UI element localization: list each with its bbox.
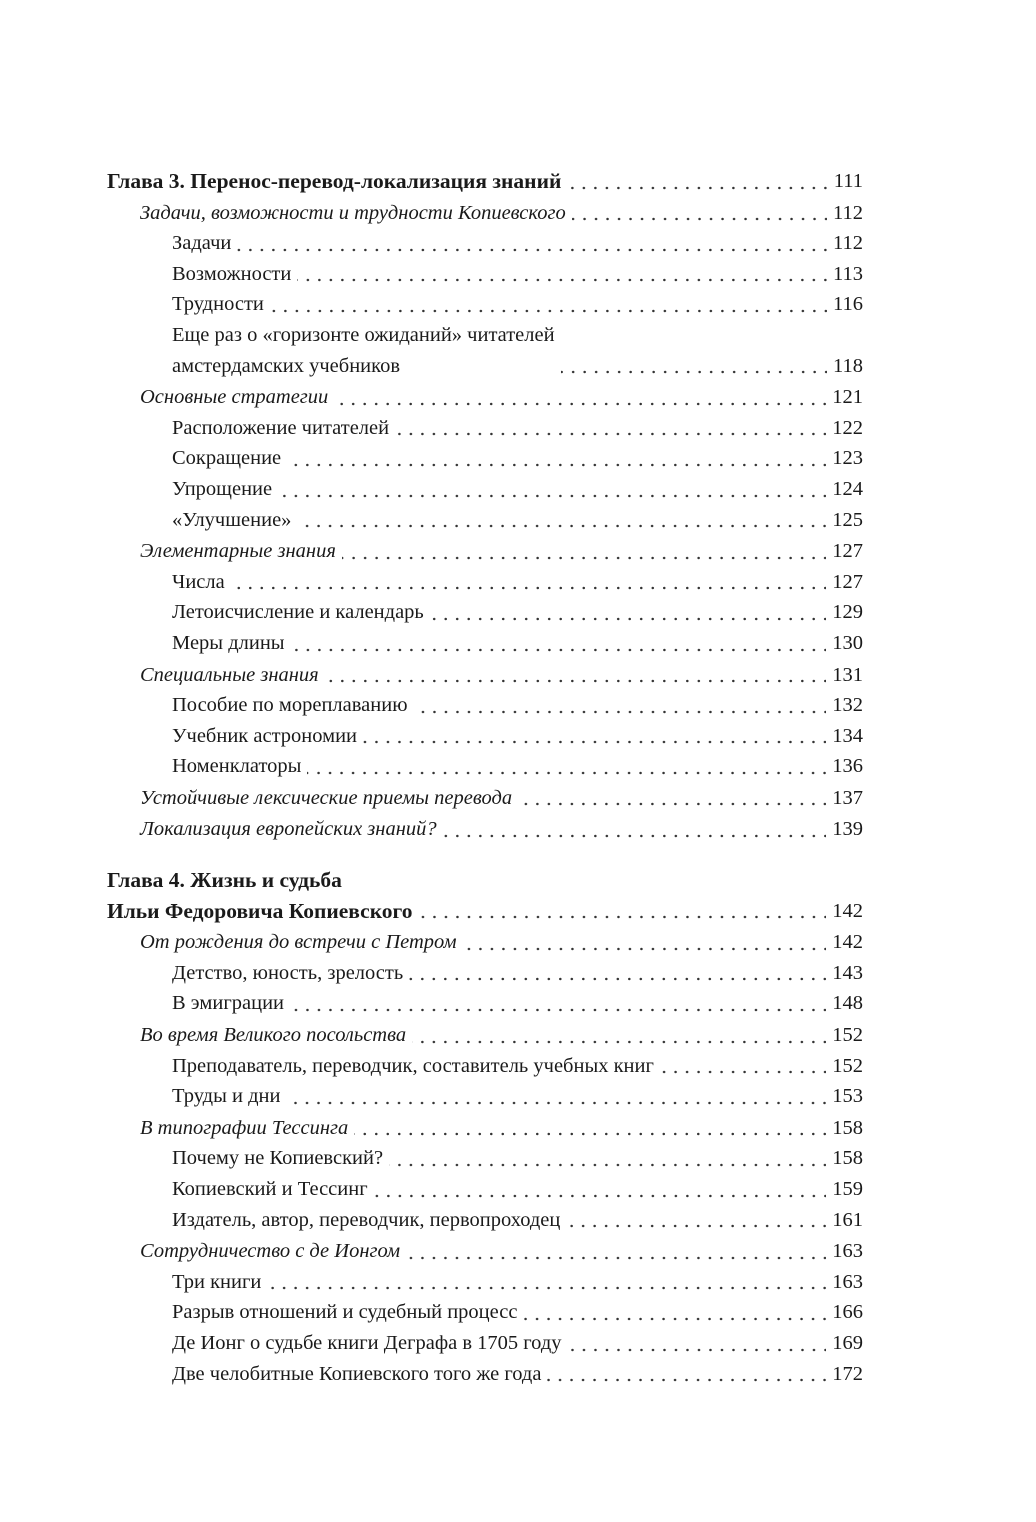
toc-page-number: 172 [832, 1362, 863, 1385]
toc-entry-title [140, 1113, 354, 1144]
toc-section[interactable] [107, 660, 863, 691]
toc-subsection[interactable] [107, 1051, 863, 1082]
toc-entry-title [107, 865, 419, 926]
toc-entry-title [172, 1143, 389, 1174]
toc-entry-title [140, 814, 443, 845]
toc-section[interactable] [107, 814, 863, 845]
toc-subsection[interactable] [107, 988, 863, 1019]
toc-page-number: 158 [832, 1147, 863, 1170]
dot-leader [354, 1113, 826, 1144]
dot-leader [463, 927, 827, 958]
toc-page-number: 131 [832, 663, 863, 686]
toc-entry-title-line: «Улучшение» [172, 508, 292, 531]
dot-leader [660, 1051, 826, 1082]
toc-subsection[interactable] [107, 751, 863, 782]
toc-subsection[interactable] [107, 474, 863, 505]
toc-entry-title-line: Глава 3. Перенос-перевод-локализация знаний [107, 169, 562, 193]
toc-page-number: 118 [833, 354, 863, 377]
toc-entry-title [172, 751, 307, 782]
toc-page-number: 132 [832, 694, 863, 717]
dot-leader [286, 1081, 826, 1112]
toc-entry-title-line: Задачи [172, 232, 232, 255]
toc-entry-title [172, 228, 237, 259]
toc-subsection[interactable] [107, 958, 863, 989]
toc-entry-title [140, 1020, 412, 1051]
toc-subsection[interactable] [107, 1081, 863, 1112]
dot-leader [395, 413, 826, 444]
toc-entry-title [172, 958, 409, 989]
toc-entry-title-line: Труды и дни [172, 1085, 281, 1108]
toc-subsection[interactable] [107, 1267, 863, 1298]
dot-leader [287, 443, 826, 474]
toc-subsection[interactable] [107, 505, 863, 536]
toc-entry-title [172, 1328, 568, 1359]
toc-entry-title [172, 289, 270, 320]
dot-leader [270, 289, 827, 320]
toc-page-number: 166 [832, 1301, 863, 1324]
toc-subsection[interactable] [107, 1297, 863, 1328]
toc-subsection[interactable] [107, 443, 863, 474]
toc-entry-title-line: Упрощение [172, 477, 273, 500]
toc-page-number: 152 [832, 1054, 863, 1077]
dot-leader [568, 1328, 827, 1359]
toc-entry-title-line: Учебник астрономии [172, 724, 358, 747]
toc-entry-title [172, 474, 278, 505]
toc-page-number: 124 [832, 477, 863, 500]
toc-entry-title-line: Де Ионг о судьбе книги Деграфа в 1705 году [172, 1331, 562, 1354]
toc-entry-title-line: Сотрудничество с де Ионгом [140, 1240, 401, 1263]
toc-entry-title [140, 536, 342, 567]
toc-entry-title [140, 382, 334, 413]
toc-page-number: 161 [832, 1208, 863, 1231]
toc-entry-title [172, 413, 395, 444]
toc-entry-title-line: Две челобитные Копиевского того же года [172, 1362, 542, 1385]
dot-leader [307, 751, 826, 782]
toc-entry-title-line: Специальные знания [140, 663, 319, 686]
dot-leader [567, 166, 827, 197]
dot-leader [409, 958, 826, 989]
toc-entry-title-line: Детство, юность, зрелость [172, 961, 404, 984]
toc-subsection[interactable] [107, 289, 863, 320]
dot-leader [334, 382, 826, 413]
toc-section[interactable] [107, 1236, 863, 1267]
toc-entry-title [172, 1174, 374, 1205]
toc-entry-title [172, 1297, 523, 1328]
toc-section[interactable] [107, 198, 863, 229]
toc-entry-title [140, 927, 463, 958]
toc-entry-title-line: Три книги [172, 1270, 262, 1293]
toc-page-number: 116 [833, 293, 863, 316]
toc-page-number: 139 [832, 818, 863, 841]
toc-section[interactable] [107, 783, 863, 814]
toc-entry-title [172, 443, 287, 474]
toc-chapter[interactable] [107, 865, 863, 926]
toc-entry-title-line: Меры длины [172, 631, 285, 654]
toc-entry-title [140, 198, 572, 229]
toc-page-number: 113 [833, 262, 863, 285]
toc-subsection[interactable] [107, 721, 863, 752]
toc-page-number: 136 [832, 755, 863, 778]
toc-page-number: 159 [832, 1178, 863, 1200]
toc-section[interactable] [107, 382, 863, 413]
dot-leader [363, 721, 826, 752]
toc-subsection[interactable] [107, 567, 863, 598]
toc-entry-title [172, 1267, 267, 1298]
toc-page-number: 112 [833, 232, 863, 255]
toc-entry-title-line: В эмиграции [172, 992, 285, 1015]
dot-leader [430, 597, 826, 628]
toc-entry-title-line: Элементарные знания [140, 540, 336, 563]
toc-entry-title-line: Сокращение [172, 447, 282, 470]
toc-entry-title-line: Локализация европейских знаний? [140, 818, 437, 841]
toc-entry-title-line: От рождения до встречи с Петром [140, 931, 457, 954]
dot-leader [389, 1143, 826, 1174]
toc-entry-title-line: Преподаватель, переводчик, составитель учебных книг [172, 1054, 654, 1077]
dot-leader [297, 505, 826, 536]
toc-section[interactable] [107, 1020, 863, 1051]
toc-subsection[interactable] [107, 413, 863, 444]
dot-leader [297, 259, 827, 290]
toc-page-number: 122 [832, 416, 863, 439]
dot-leader [414, 690, 827, 721]
dot-leader [518, 783, 826, 814]
toc-page-number: 169 [832, 1331, 863, 1354]
toc-entry-title-line: Еще раз о «горизонте ожиданий» читателей [172, 323, 555, 346]
toc-page-number: 121 [832, 386, 863, 409]
toc-entry-title [172, 1205, 566, 1236]
toc-page-number: 127 [832, 570, 863, 593]
toc-entry-title-line: Расположение читателей [172, 416, 390, 439]
toc-entry-title-line: амстердамских учебников [172, 354, 400, 377]
dot-leader [443, 814, 827, 845]
toc-entry-title-line: Издатель, автор, переводчик, первопроходец [172, 1208, 561, 1231]
toc-page-number: 158 [832, 1116, 863, 1139]
toc-subsection[interactable] [107, 1143, 863, 1174]
toc-section[interactable] [107, 1113, 863, 1144]
toc-page-number: 142 [832, 899, 863, 922]
toc-entry-title-line: В типографии Тессинга [140, 1116, 349, 1139]
toc-entry-title [172, 1051, 660, 1082]
dot-leader [325, 660, 827, 691]
toc-section[interactable] [107, 536, 863, 567]
toc-page-number: 125 [832, 508, 863, 531]
dot-leader [291, 628, 827, 659]
toc-section[interactable] [107, 927, 863, 958]
dot-leader [231, 567, 827, 598]
toc-page-number: 163 [832, 1240, 863, 1263]
toc-page-number: 153 [832, 1085, 863, 1108]
toc-entry-title [172, 597, 430, 628]
toc-subsection[interactable] [107, 1205, 863, 1236]
toc-page-number: 129 [832, 601, 863, 624]
toc-entry-title [140, 1236, 406, 1267]
toc-page-number: 137 [832, 786, 863, 809]
toc-entry-title-line: Ильи Федоровича Копиевского [107, 898, 413, 923]
toc-subsection[interactable] [107, 320, 863, 381]
toc-entry-title-line: Копиевский и Тессинг [172, 1178, 368, 1200]
toc-page-number: 111 [833, 170, 863, 192]
toc-subsection[interactable] [107, 597, 863, 628]
dot-leader [374, 1174, 827, 1205]
toc-entry-title [172, 1359, 547, 1390]
dot-leader [523, 1297, 826, 1328]
toc-entry-title [140, 660, 325, 691]
toc-entry-title [172, 988, 290, 1019]
toc-subsection[interactable] [107, 1328, 863, 1359]
dot-leader [419, 896, 827, 927]
toc-subsection[interactable] [107, 228, 863, 259]
toc-entry-title [172, 320, 561, 381]
toc-entry-title-line: Числа [172, 570, 225, 593]
toc-subsection[interactable] [107, 1174, 863, 1205]
toc-entry-title [172, 505, 297, 536]
toc-entry-title-line: Во время Великого посольства [140, 1024, 407, 1047]
toc-entry-title [140, 783, 518, 814]
toc-entry-title-line: Глава 4. Жизнь и судьба [107, 868, 342, 893]
toc-page-number: 112 [833, 201, 863, 224]
toc-page-number: 148 [832, 992, 863, 1015]
toc-subsection[interactable] [107, 259, 863, 290]
dot-leader [566, 1205, 826, 1236]
toc-entry-title-line: Основные стратегии [140, 386, 329, 409]
dot-leader [342, 536, 826, 567]
toc-entry-title [172, 259, 297, 290]
toc-entry-title-line: Устойчивые лексические приемы перевода [140, 786, 513, 809]
toc-entry-title [172, 628, 291, 659]
dot-leader [412, 1020, 826, 1051]
dot-leader [237, 228, 827, 259]
toc-entry-title [172, 721, 363, 752]
table-of-contents [107, 166, 863, 1389]
toc-entry-title-line: Задачи, возможности и трудности Копиевского [140, 201, 566, 224]
toc-entry-title-line: Разрыв отношений и судебный процесс [172, 1301, 518, 1324]
toc-page-number: 123 [832, 447, 863, 470]
toc-page-number: 143 [832, 961, 863, 984]
toc-entry-title-line: Почему не Копиевский? [172, 1147, 384, 1170]
toc-page-number: 152 [832, 1024, 863, 1047]
toc-subsection[interactable] [107, 1359, 863, 1390]
toc-entry-title [107, 166, 567, 197]
dot-leader [290, 988, 826, 1019]
toc-entry-title-line: Летоисчисление и календарь [172, 601, 424, 624]
dot-leader [547, 1359, 826, 1390]
toc-entry-title-line: Возможности [172, 262, 292, 285]
toc-entry-title [172, 690, 414, 721]
toc-page-number: 130 [832, 631, 863, 654]
dot-leader [267, 1267, 826, 1298]
dot-leader [561, 351, 827, 382]
dot-leader [406, 1236, 826, 1267]
toc-entry-title-line: Трудности [172, 293, 264, 316]
toc-page-number: 163 [832, 1270, 863, 1293]
toc-chapter[interactable] [107, 166, 863, 197]
toc-subsection[interactable] [107, 628, 863, 659]
toc-entry-title [172, 567, 231, 598]
toc-entry-title-line: Пособие по мореплаванию [172, 694, 408, 717]
toc-entry-title [172, 1081, 286, 1112]
toc-entry-title-line: Номенклаторы [172, 755, 302, 778]
toc-page-number: 134 [832, 724, 863, 747]
dot-leader [572, 198, 827, 229]
dot-leader [278, 474, 826, 505]
toc-page-number: 127 [832, 540, 863, 563]
toc-page-number: 142 [832, 931, 863, 954]
toc-subsection[interactable] [107, 690, 863, 721]
